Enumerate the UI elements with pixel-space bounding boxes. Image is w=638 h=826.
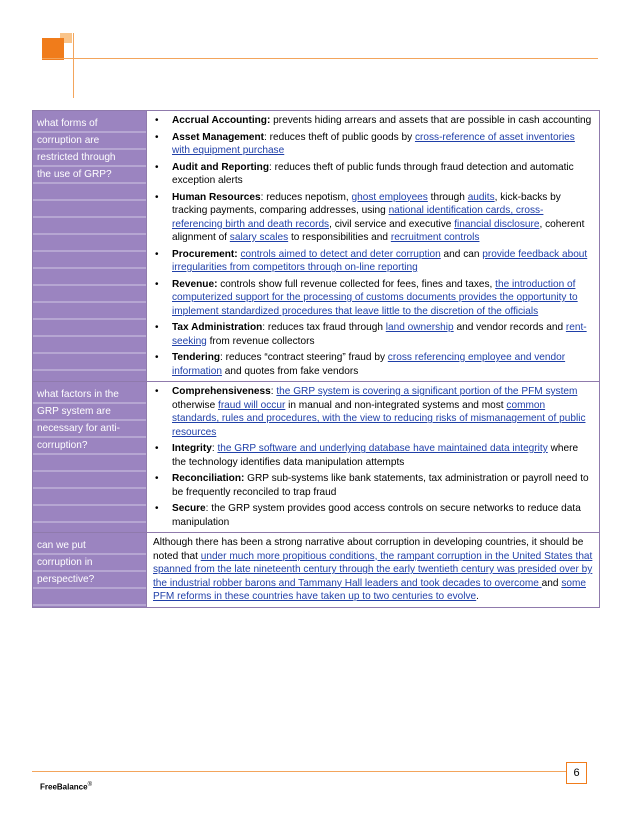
reference-link[interactable]: national identification cards, cross-referencing birth and death records (172, 205, 544, 230)
footer-rule (32, 771, 566, 772)
header-vertical-rule (73, 33, 74, 98)
page-number: 6 (566, 762, 587, 784)
text-run: Although there has been a strong narrative about corruption in developing countries, it should be noted that (153, 537, 584, 562)
answer-paragraph (153, 536, 593, 604)
question-line: can we put (37, 540, 86, 551)
list-item (153, 442, 593, 469)
item-heading: Tax Administration (172, 322, 263, 333)
text-run: : (211, 443, 218, 454)
reference-link[interactable]: under much more propitious conditions, the rampant corruption in the United States that spanned from the late nineteenth century through the early twentieth century was presided over by the industrial robber barons and Tammany Hall leaders and took decades to overcome (153, 550, 593, 589)
reference-link[interactable]: recruitment controls (390, 232, 480, 243)
text-run: : reduces theft of public goods by (264, 131, 415, 143)
item-heading: Integrity (172, 443, 212, 454)
question-line: corruption? (37, 440, 88, 451)
text-run: . (476, 591, 479, 602)
header-horizontal-rule (42, 58, 598, 59)
reference-link[interactable]: cross-reference of asset inventories with equipment purchase (172, 131, 575, 156)
bullet-list (153, 114, 593, 378)
list-item (153, 161, 593, 188)
question-line: what factors in the (37, 389, 119, 400)
reference-link[interactable]: controls aimed to detect and deter corruption (240, 248, 441, 260)
question-cell (33, 111, 147, 382)
reference-link[interactable]: the GRP system is covering a significant portion of the PFM system (276, 386, 578, 397)
item-heading: Audit and Reporting (172, 161, 269, 173)
text-run: : reduces tax fraud through (262, 322, 386, 333)
text-run: : (270, 386, 277, 397)
text-run: : reduces “contract steering” fraud by (220, 352, 388, 363)
text-run: and quotes from fake vendors (221, 365, 359, 377)
reference-link[interactable]: the GRP software and underlying database have maintained data integrity (217, 443, 548, 454)
question-cell (33, 533, 147, 608)
list-item (153, 385, 593, 439)
text-run: from revenue collectors (206, 335, 315, 347)
answer-cell (147, 533, 600, 608)
text-run: : reduces theft of public funds through fraud detection and automatic exception alerts (172, 161, 574, 186)
item-heading: Procurement: (172, 248, 238, 260)
text-run: and can (440, 248, 483, 260)
question-cell (33, 382, 147, 533)
table-row (33, 533, 600, 608)
question-line: perspective? (37, 574, 95, 585)
reference-link[interactable]: fraud will occur (218, 399, 286, 411)
text-run: , civil service and executive (329, 218, 455, 230)
brand-name: FreeBalance (40, 782, 88, 792)
item-heading: Comprehensiveness (172, 386, 271, 397)
reference-link[interactable]: common standards, rules and procedures, with the view to reducing risks of mismanagement of public resources (172, 399, 586, 438)
reference-link[interactable]: financial disclosure (454, 218, 540, 230)
logo-square (42, 38, 64, 60)
text-run: : reduces nepotism, (260, 191, 352, 203)
item-heading: Reconciliation: (172, 473, 245, 484)
question-line: corruption are (37, 135, 100, 146)
item-heading: Human Resources (172, 191, 261, 203)
answer-cell (147, 382, 600, 533)
list-item (153, 278, 593, 319)
text-run: and (541, 577, 562, 589)
item-heading: Asset Management (172, 131, 264, 143)
list-item (153, 351, 593, 378)
question-line: corruption in (37, 557, 93, 568)
item-heading: Accrual Accounting: (172, 115, 271, 126)
text-run: prevents hiding arrears and assets that are possible in cash accounting (270, 115, 592, 126)
reference-link[interactable]: rent-seeking (172, 322, 587, 347)
text-run: and vendor records and (453, 322, 566, 333)
registered-mark: ® (87, 782, 93, 788)
reference-link[interactable]: some PFM reforms in these countries have taken up to two centuries to evolve (153, 577, 586, 602)
text-run: , kick-backs by tracking payments, comparing addresses, using (172, 191, 561, 216)
question-line: necessary for anti- (37, 423, 121, 434)
list-item (153, 472, 593, 499)
answer-cell (147, 111, 600, 382)
bullet-list (153, 385, 593, 529)
item-heading: Revenue: (172, 278, 218, 290)
reference-link[interactable]: audits (467, 191, 495, 203)
question-line: the use of GRP? (37, 169, 112, 180)
qa-table (32, 110, 600, 608)
text-run: to responsibilities and (288, 232, 391, 243)
table-row (33, 111, 600, 382)
list-item (153, 114, 593, 128)
text-run: controls show full revenue collected for fees, fines and taxes, (217, 278, 496, 290)
item-heading: Tendering (172, 352, 221, 363)
reference-link[interactable]: cross referencing employee and vendor information (172, 352, 566, 377)
list-item (153, 131, 593, 158)
reference-link[interactable]: the introduction of computerized support for the processing of customs documents provides the opportunity to implement standardized procedures that leave little to the discretion of the officials (172, 278, 578, 317)
list-item (153, 191, 593, 245)
text-run: where the technology identifies data manipulation attempts (172, 443, 579, 468)
list-item (153, 321, 593, 348)
reference-link[interactable]: land ownership (385, 322, 454, 333)
text-run: , coherent alignment of (172, 218, 585, 243)
item-heading: Secure (172, 503, 206, 514)
list-item (153, 248, 593, 275)
text-run: through (427, 191, 468, 203)
question-line: GRP system are (37, 406, 111, 417)
list-item (153, 502, 593, 529)
question-line: restricted through (37, 152, 116, 163)
text-run: GRP sub-systems like bank statements, tax administration or payroll need to be frequently reconciled to trap fraud (172, 473, 589, 498)
footer-brand (40, 782, 92, 792)
reference-link[interactable]: ghost employees (351, 191, 428, 203)
table-row (33, 382, 600, 533)
reference-link[interactable]: salary scales (229, 232, 289, 243)
text-run: otherwise (172, 399, 219, 411)
text-run: in manual and non-integrated systems and most (285, 399, 507, 411)
text-run: : the GRP system provides good access controls on secure networks to reduce data manipulation (172, 503, 581, 528)
reference-link[interactable]: provide feedback about irregularities from competitors through on-line reporting (172, 248, 588, 273)
question-line: what forms of (37, 118, 98, 129)
